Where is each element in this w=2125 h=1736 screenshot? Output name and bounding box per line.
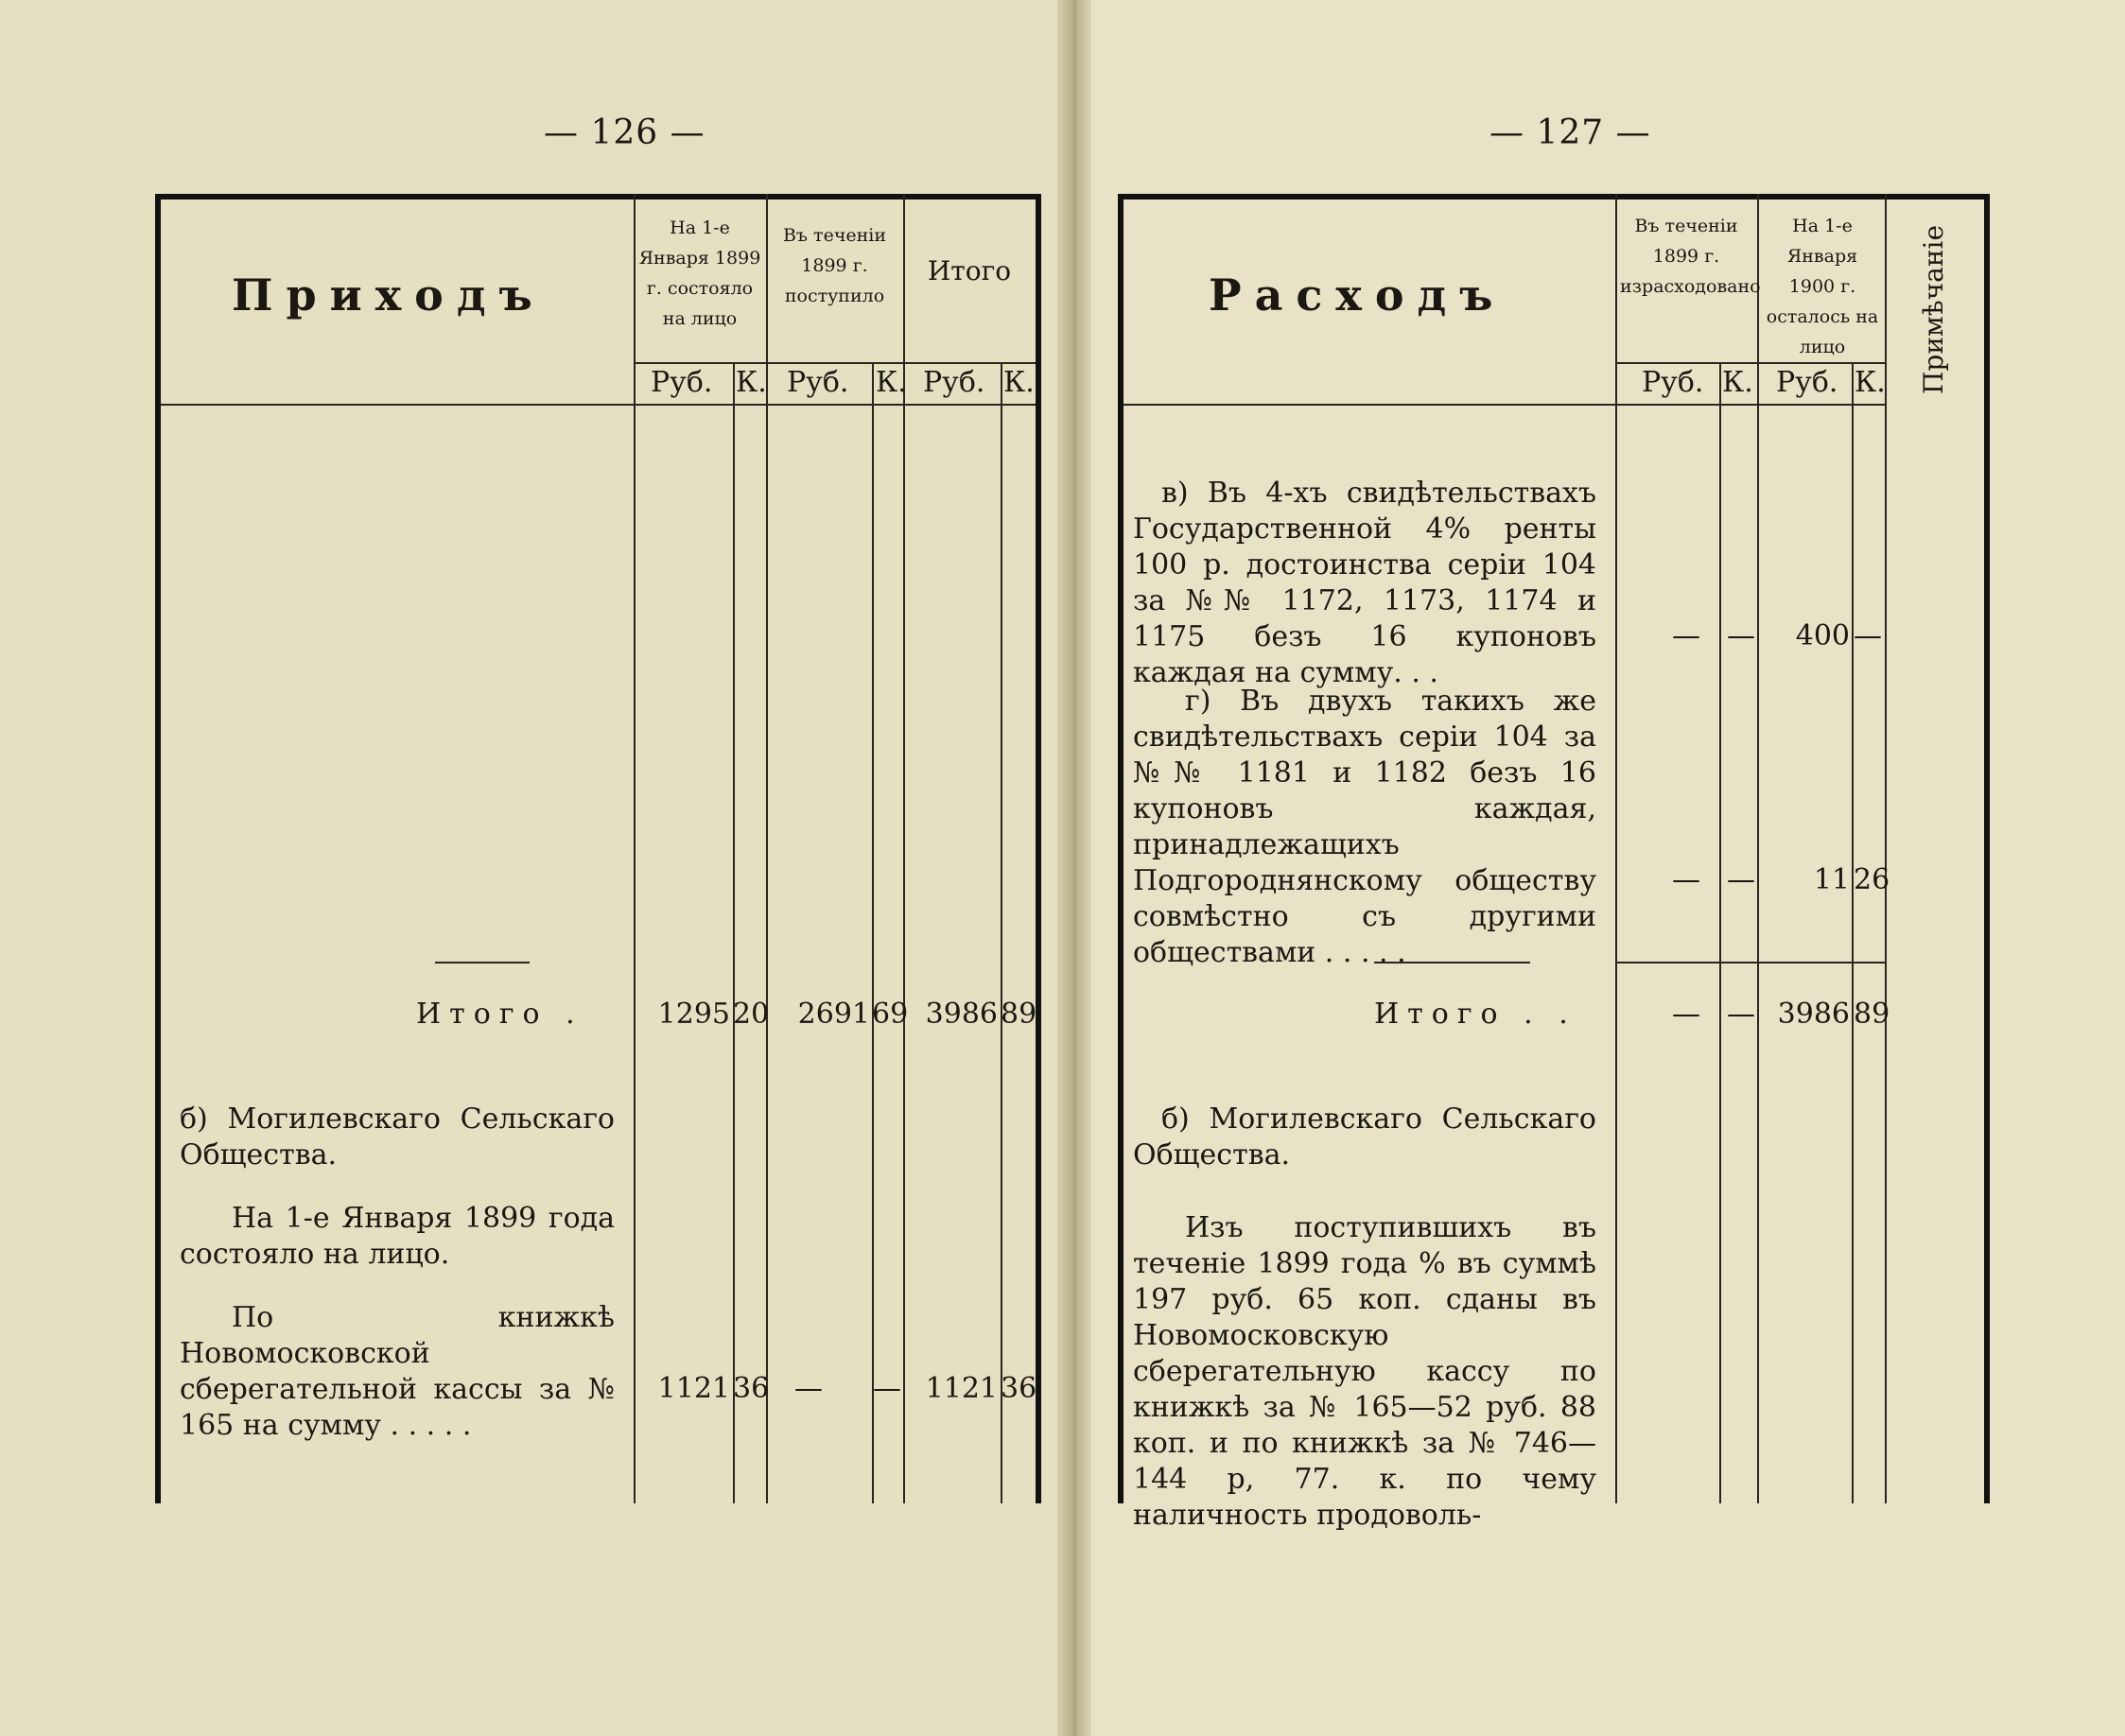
col-received-header: Въ теченіи 1899 г. поступило: [782, 225, 887, 306]
total-spent-rub: —: [1672, 998, 1700, 1031]
rub-label: Руб.: [1776, 366, 1838, 399]
expense-heading: Расходъ: [1209, 269, 1507, 321]
total-start-kop: 20: [733, 998, 770, 1031]
kop-label: К.: [1003, 366, 1035, 399]
income-table: [161, 194, 1036, 1503]
paragraph-start-balance: На 1-е Января 1899 года состояло на лицо.: [180, 1202, 615, 1271]
col-total-header: Итого: [927, 255, 1012, 286]
row-savings-total-rub: 1121: [925, 1372, 998, 1405]
total-balance-rub: 3986: [1777, 998, 1850, 1031]
col-spent-header: Въ теченіи 1899 г. израсходовано: [1620, 216, 1761, 297]
rub-label: Руб.: [923, 366, 985, 399]
kop-label: К.: [1855, 366, 1886, 399]
row-g-balance-rub: 11: [1813, 863, 1850, 896]
total-label: Итого .: [416, 998, 584, 1031]
total-spent-kop: —: [1727, 998, 1755, 1031]
expense-table: [1123, 194, 1984, 1532]
paragraph-v-certificates: в) Въ 4-хъ свидѣтельствахъ Государственной 4% ренты 100 р. достоинства серіи 104 за №№ 1172, 1173, 1174 и 1175 безъ 16 купоновъ каждая на сумму. . .: [1133, 477, 1596, 689]
rub-label: Руб.: [651, 366, 713, 399]
rub-label: Руб.: [1642, 366, 1704, 399]
kop-label: К.: [1722, 366, 1753, 399]
rub-label: Руб.: [787, 366, 849, 399]
row-savings-received-rub: —: [794, 1372, 823, 1405]
row-savings-start-kop: 36: [733, 1372, 770, 1405]
paragraph-savings-book: По книжкѣ Новомосковской сберегательной кассы за № 165 на сумму . . . . .: [180, 1301, 615, 1442]
total-received-kop: 69: [872, 998, 909, 1031]
col-start-balance-header: На 1-е Января 1899 г. состояло на лицо: [638, 217, 761, 329]
book-gutter: [1057, 0, 1091, 1736]
row-v-balance-kop: —: [1854, 619, 1882, 652]
row-v-spent-rub: —: [1672, 619, 1700, 652]
row-v-spent-kop: —: [1727, 619, 1755, 652]
col-end-balance-header: На 1-е Января 1900 г. осталось на лицо: [1766, 216, 1879, 357]
row-savings-start-rub: 1121: [657, 1372, 730, 1405]
section-b-title: б) Могилевскаго Сельскаго Общества.: [180, 1102, 615, 1172]
row-g-spent-rub: —: [1672, 863, 1700, 896]
kop-label: К.: [876, 366, 907, 399]
row-v-balance-rub: 400: [1795, 619, 1850, 652]
income-heading: Приходъ: [232, 269, 546, 321]
total-sum-kop: 89: [1001, 998, 1037, 1031]
total-received-rub: 2691: [797, 998, 870, 1031]
page-number-left: — 126 —: [544, 113, 705, 152]
row-g-balance-kop: 26: [1854, 863, 1890, 896]
total-balance-kop: 89: [1854, 998, 1890, 1031]
page-number-right: — 127 —: [1489, 113, 1651, 152]
kop-label: К.: [736, 366, 767, 399]
row-savings-total-kop: 36: [1001, 1372, 1037, 1405]
row-g-spent-kop: —: [1727, 863, 1755, 896]
col-note-header: Примѣчаніе: [1918, 224, 1949, 394]
total-label: Итого . .: [1374, 998, 1576, 1031]
total-start-rub: 1295: [657, 998, 730, 1031]
row-savings-received-kop: —: [873, 1372, 901, 1405]
paragraph-interest-deposit: Изъ поступившихъ въ теченіе 1899 года % въ суммѣ 197 руб. 65 коп. сданы въ Новомосковскую сберегательную кассу по книжкѣ за № 165—52 руб. 88 коп. и по книжкѣ за № 746—144 р, 77. к. по чему наличность продоволь-: [1133, 1211, 1596, 1532]
total-sum-rub: 3986: [925, 998, 998, 1031]
paragraph-g-certificates: г) Въ двухъ такихъ же свидѣтельствахъ серіи 104 за №№ 1181 и 1182 безъ 16 купоновъ каждая, принадлежащихъ Подгороднянскому обществу совмѣстно съ другими обществами . . . . .: [1133, 685, 1596, 969]
section-b-title: б) Могилевскаго Сельскаго Общества.: [1133, 1102, 1596, 1172]
